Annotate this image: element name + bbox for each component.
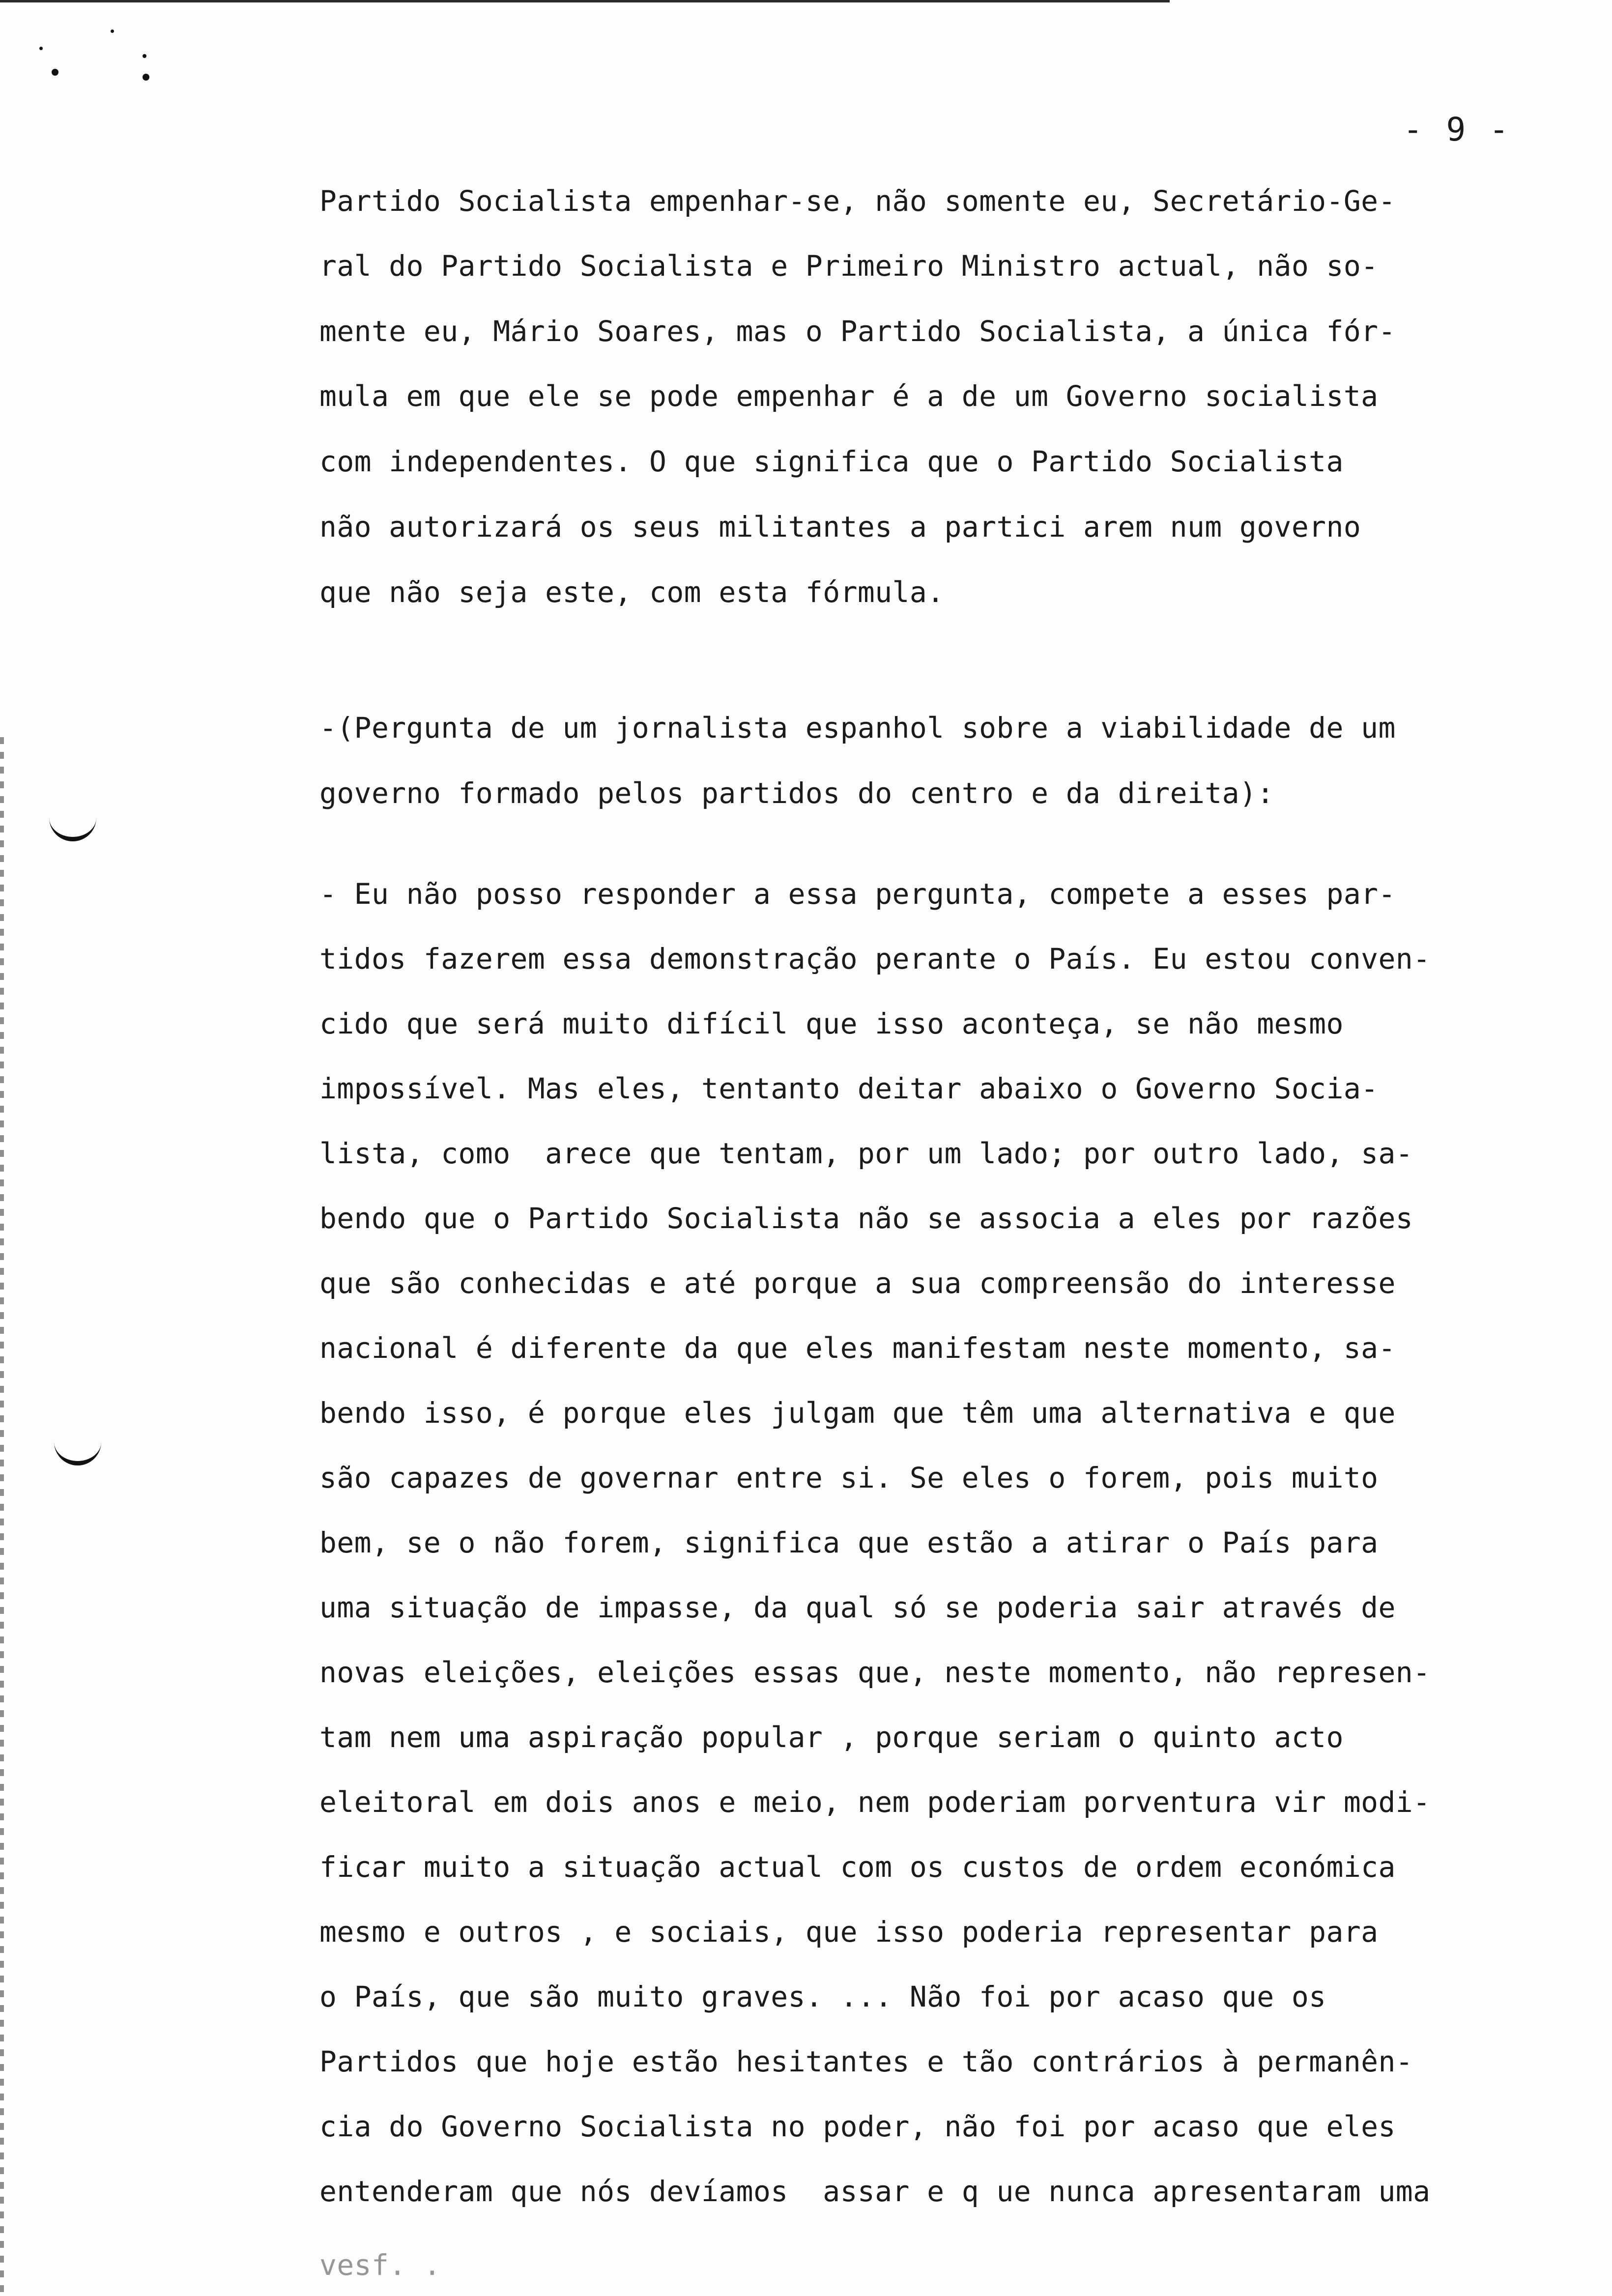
text-line: Partidos que hoje estão hesitantes e tão contrários à permanên- [319, 2045, 1413, 2078]
punch-hole-mark [49, 813, 96, 841]
text-line: mesmo e outros , e sociais, que isso poderia representar para [319, 1915, 1379, 1949]
text-line: tam nem uma aspiração popular , porque seriam o quinto acto [319, 1721, 1344, 1754]
text-line: o País, que são muito graves. ... Não foi por acaso que os [319, 1980, 1326, 2013]
text-line: uma situação de impasse, da qual só se poderia sair através de [319, 1591, 1396, 1624]
text-line: com independentes. O que significa que o Partido Socialista [319, 445, 1344, 478]
text-line: bem, se o não forem, significa que estão a atirar o País para [319, 1526, 1379, 1559]
text-line: que são conhecidas e até porque a sua compreensão do interesse [319, 1266, 1396, 1300]
text-line: não autorizará os seus militantes a partici arem num governo [319, 510, 1361, 544]
page-top-edge [0, 0, 1170, 2]
text-line: que não seja este, com esta fórmula. [319, 575, 945, 609]
ink-speck [39, 47, 43, 50]
text-line: - Eu não posso responder a essa pergunta, compete a esses par- [319, 877, 1396, 911]
text-line: impossível. Mas eles, tentanto deitar abaixo o Governo Socia- [319, 1072, 1379, 1105]
ink-speck [111, 29, 114, 33]
page-number: - 9 - [1403, 111, 1511, 148]
ink-speck [143, 54, 146, 58]
text-line: tidos fazerem essa demonstração perante o País. Eu estou conven- [319, 942, 1431, 976]
text-line: bendo isso, é porque eles julgam que têm uma alternativa e que [319, 1396, 1396, 1430]
text-line: mente eu, Mário Soares, mas o Partido Socialista, a única fór- [319, 315, 1396, 348]
text-line: ral do Partido Socialista e Primeiro Ministro actual, não so- [319, 249, 1379, 283]
text-line: vesf. . [319, 2248, 441, 2282]
text-line: são capazes de governar entre si. Se eles o forem, pois muito [319, 1461, 1379, 1494]
text-line: nacional é diferente da que eles manifestam neste momento, sa- [319, 1331, 1396, 1365]
page-left-edge [0, 737, 4, 2296]
ink-speck [143, 74, 149, 81]
text-line: lista, como arece que tentam, por um lado; por outro lado, sa- [319, 1137, 1413, 1170]
text-line: -(Pergunta de um jornalista espanhol sobre a viabilidade de um [319, 711, 1396, 745]
text-line: cia do Governo Socialista no poder, não foi por acaso que eles [319, 2110, 1396, 2143]
text-line: cido que será muito difícil que isso aconteça, se não mesmo [319, 1007, 1344, 1040]
text-line: governo formado pelos partidos do centro e da direita): [319, 776, 1274, 810]
text-line: novas eleições, eleições essas que, neste momento, não represen- [319, 1656, 1431, 1689]
text-line: mula em que ele se pode empenhar é a de um Governo socialista [319, 379, 1379, 413]
text-line: entenderam que nós devíamos assar e q ue nunca apresentaram uma [319, 2175, 1431, 2208]
punch-hole-mark [54, 1437, 101, 1465]
text-line: eleitoral em dois anos e meio, nem poderiam porventura vir modi- [319, 1785, 1431, 1819]
text-line: Partido Socialista empenhar-se, não somente eu, Secretário-Ge- [319, 184, 1396, 218]
text-line: bendo que o Partido Socialista não se associa a eles por razões [319, 1202, 1413, 1235]
text-line: ficar muito a situação actual com os custos de ordem económica [319, 1850, 1396, 1884]
ink-speck [52, 69, 58, 76]
